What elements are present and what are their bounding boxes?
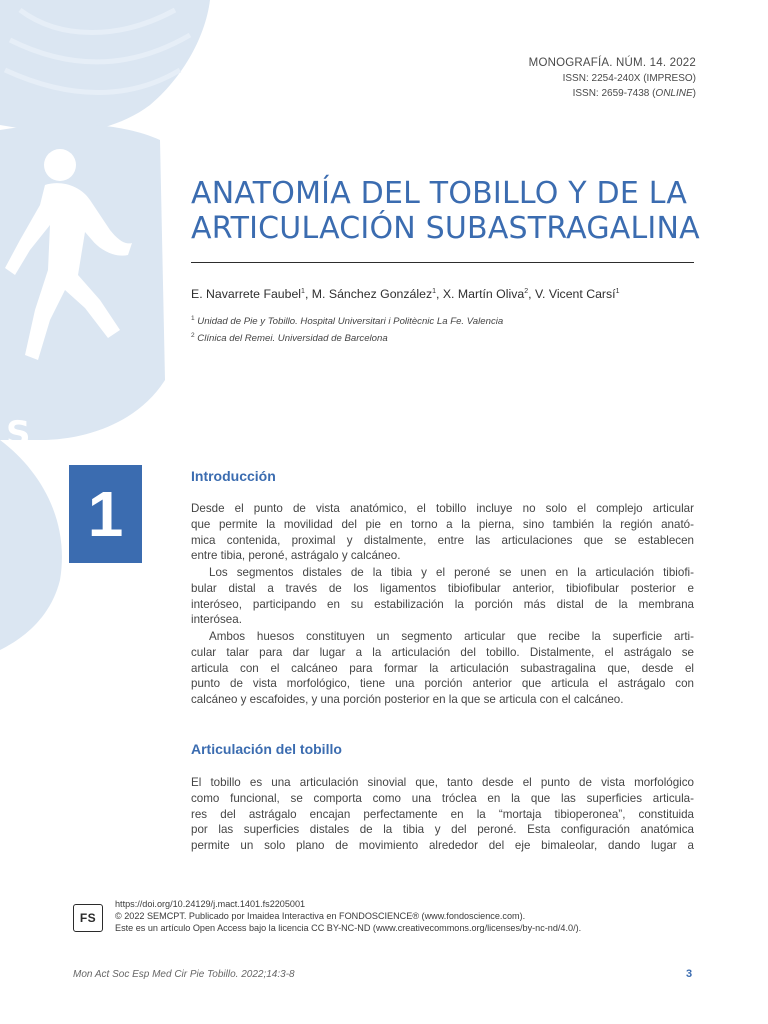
author: M. Sánchez González$^1$, bbox=[311, 287, 443, 301]
author: E. Navarrete Faubel$^1$, bbox=[191, 287, 312, 301]
author: X. Martín Oliva$^2$, bbox=[442, 287, 535, 301]
journal-masthead bbox=[529, 56, 696, 101]
license-block bbox=[115, 898, 675, 934]
affiliation: $^2$ Clínica del Remei. Universidad de Barcelona bbox=[191, 332, 388, 344]
svg-text:S: S bbox=[6, 414, 31, 454]
doi-link[interactable]: https://doi.org/10.24129/j.mact.1401.fs2205001 bbox=[115, 899, 306, 909]
article-title bbox=[191, 176, 700, 246]
open-access-notice: Este es un artículo Open Access bajo la licencia CC BY-NC-ND (www.creativecommons.org/licenses/by-nc-nd/4.0/). bbox=[115, 923, 582, 933]
issn-print: ISSN: 2254-240X (IMPRESO) bbox=[562, 73, 696, 84]
paragraph-intro-2: Los segmentos distales de la tibia y el peroné se unen en la articulación tibiofi- bular distal a través de los ligamentos tibiofibular anterior, tibiofibular posterior e interóseo, participando en su estabilización la porción más distal de la membrana interósea. bbox=[191, 566, 694, 627]
section-heading-introduction: Introducción bbox=[191, 468, 276, 484]
affiliation: $^1$ Unidad de Pie y Tobillo. Hospital Universitari i Politècnic La Fe. Valencia bbox=[191, 315, 504, 327]
section-heading-ankle-joint: Articulación del tobillo bbox=[191, 741, 342, 757]
paragraph-intro-1: Desde el punto de vista anatómico, el tobillo incluye no solo el complejo articular que permite la movilidad del pie en torno a la pierna, sino también la región anató- mica contenida, proximal y distalmente, entre las articulaciones que se establecen entre tibia, peroné, astrágalo y calcáneo. bbox=[191, 502, 694, 563]
title-line-1: ANATOMÍA DEL TOBILLO Y DE LA bbox=[191, 176, 688, 211]
author-list bbox=[191, 287, 701, 301]
page-number: 3 bbox=[686, 968, 693, 980]
paragraph-ankle-1: El tobillo es una articulación sinovial que, tanto desde el punto de vista morfológico como funcional, se comporta como una tróclea en la que las superficies articula- res del astrágalo encajan perfectamente en la “mortaja tibioperonea”, constituida por las superficies distales de la tibia y del peroné. Esta configuración anatómica permite un solo plano de movimiento alrededor del eje bimaleolar, dando lugar a bbox=[191, 776, 694, 853]
title-divider bbox=[191, 262, 694, 263]
affiliations bbox=[191, 312, 711, 346]
author: V. Vicent Carsí$^1$ bbox=[534, 287, 620, 301]
copyright-notice: © 2022 SEMCPT. Publicado por Imaidea Interactiva en FONDOSCIENCE® (www.fondoscience.com). bbox=[115, 911, 526, 921]
chapter-number: 1 bbox=[87, 478, 124, 550]
monograph-issue: MONOGRAFÍA. NÚM. 14. 2022 bbox=[528, 57, 696, 69]
paragraph-intro-3: Ambos huesos constituyen un segmento articular que recibe la superficie arti- cular talar para dar lugar a la articulación del tobillo. Distalmente, el astrágalo se articula con el calcáneo para formar la articulación subastragalina que, desde el punto de vista morfológico, tiene una porción anterior que articula el astrágalo con calcáneo y escafoides, y una porción posterior en la que se articula con el calcáneo. bbox=[191, 630, 694, 707]
issn-online: ISSN: 2659-7438 (ONLINE) bbox=[572, 88, 696, 99]
title-line-2: ARTICULACIÓN SUBASTRAGALINA bbox=[191, 211, 700, 246]
footer-citation: Mon Act Soc Esp Med Cir Pie Tobillo. 2022;14:3-8 bbox=[73, 969, 295, 980]
chapter-number-badge bbox=[69, 465, 142, 563]
fondoscience-logo: FS bbox=[73, 904, 103, 932]
